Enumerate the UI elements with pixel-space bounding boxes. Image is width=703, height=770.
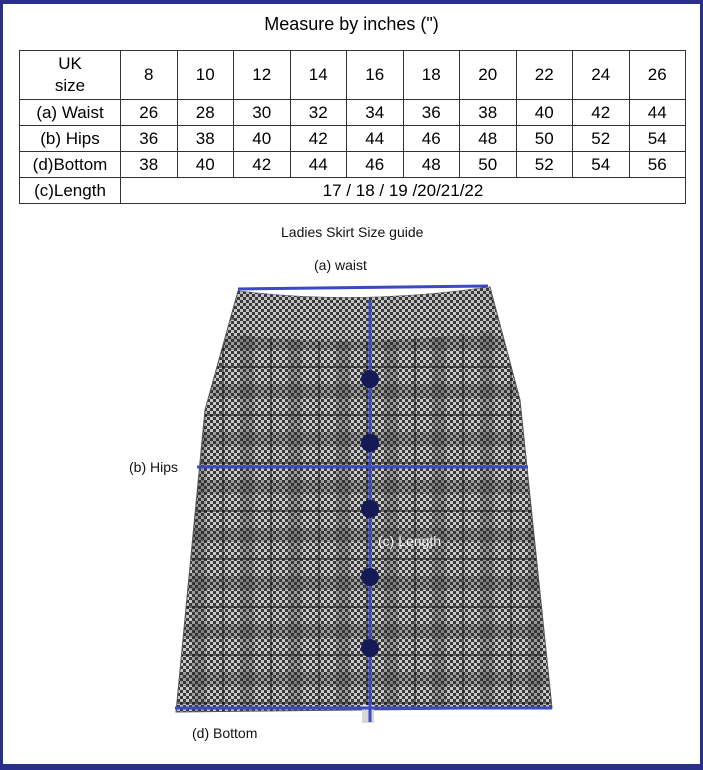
table-cell: 28 <box>177 100 234 126</box>
row-label: (d)Bottom <box>20 152 121 178</box>
table-cell: 42 <box>234 152 291 178</box>
table-cell: 42 <box>573 100 630 126</box>
table-cell: 46 <box>347 152 404 178</box>
skirt-button <box>361 434 379 452</box>
length-label: (c) Length <box>378 533 442 549</box>
table-cell: 26 <box>121 100 178 126</box>
table-cell: 56 <box>629 152 686 178</box>
page-title: Measure by inches (") <box>264 14 439 34</box>
size-header-cell: 20 <box>460 51 517 100</box>
table-cell: 38 <box>177 126 234 152</box>
table-cell: 48 <box>403 152 460 178</box>
table-cell: 52 <box>516 152 573 178</box>
size-header-cell: 10 <box>177 51 234 100</box>
table-cell: 34 <box>347 100 404 126</box>
table-cell: 44 <box>629 100 686 126</box>
waist-measure-line <box>238 286 488 289</box>
table-cell: 50 <box>516 126 573 152</box>
table-cell: 50 <box>460 152 517 178</box>
size-header-cell: 16 <box>347 51 404 100</box>
table-cell: 40 <box>516 100 573 126</box>
table-cell: 40 <box>234 126 291 152</box>
row-label: (a) Waist <box>20 100 121 126</box>
size-header-cell: 14 <box>290 51 347 100</box>
size-label: size <box>54 76 86 95</box>
table-cell: 36 <box>121 126 178 152</box>
table-cell: 54 <box>573 152 630 178</box>
row-label: (b) Hips <box>20 126 121 152</box>
table-cell: 44 <box>290 152 347 178</box>
table-cell: 42 <box>290 126 347 152</box>
uk-label: UK <box>58 54 82 73</box>
table-cell: 46 <box>403 126 460 152</box>
skirt-button <box>361 568 379 586</box>
table-cell: 52 <box>573 126 630 152</box>
table-cell: 38 <box>121 152 178 178</box>
waist-label: (a) waist <box>314 257 367 273</box>
table-cell: 38 <box>460 100 517 126</box>
table-cell: 40 <box>177 152 234 178</box>
size-header-cell: 26 <box>629 51 686 100</box>
size-header-cell: 24 <box>573 51 630 100</box>
skirt-waistband <box>232 287 494 341</box>
table-cell: 48 <box>460 126 517 152</box>
skirt-button <box>361 370 379 388</box>
table-cell: 44 <box>347 126 404 152</box>
length-values-cell: 17 / 18 / 19 /20/21/22 <box>121 178 686 204</box>
row-label: (c)Length <box>20 178 121 204</box>
size-header-cell: 12 <box>234 51 291 100</box>
size-header-cell: 22 <box>516 51 573 100</box>
table-cell: 36 <box>403 100 460 126</box>
skirt-button <box>361 500 379 518</box>
size-guide-title: Ladies Skirt Size guide <box>281 224 424 240</box>
table-cell: 32 <box>290 100 347 126</box>
size-header-cell: 18 <box>403 51 460 100</box>
size-header-cell: 8 <box>121 51 178 100</box>
skirt-button <box>361 639 379 657</box>
bottom-label: (d) Bottom <box>192 725 258 741</box>
hips-label: (b) Hips <box>129 459 179 475</box>
table-cell: 54 <box>629 126 686 152</box>
table-cell: 30 <box>234 100 291 126</box>
